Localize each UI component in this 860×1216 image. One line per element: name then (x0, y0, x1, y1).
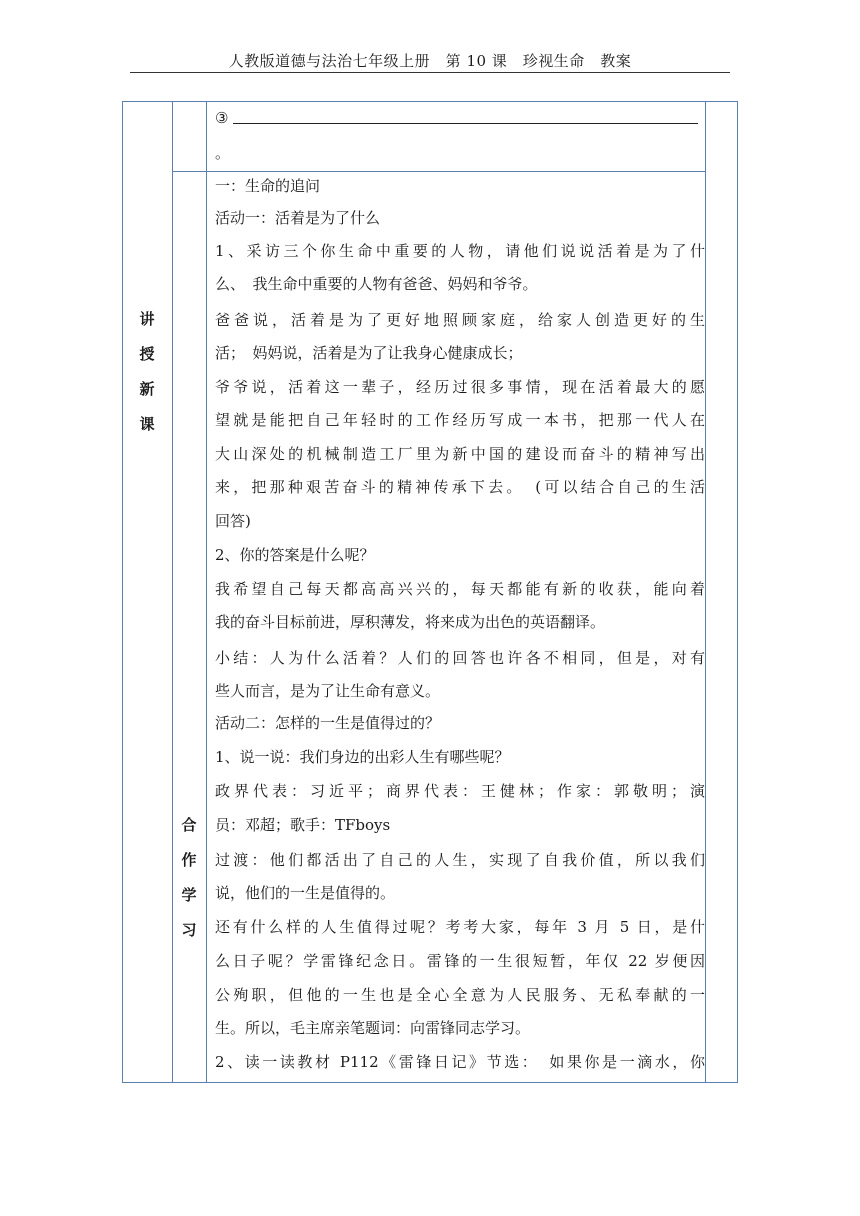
body-line: 生。所以，毛主席亲笔题词：向雷锋同志学习。 (215, 1019, 531, 1037)
body-line: 爸爸说，活着是为了更好地照顾家庭，给家人创造更好的生 (215, 311, 705, 329)
body-line: 公殉职，但他的一生也是全心全意为人民服务、无私奉献的一 (215, 986, 705, 1004)
body-line: 1、说一说：我们身边的出彩人生有哪些呢？ (215, 748, 510, 766)
body-line: 一：生命的追问 (215, 177, 321, 195)
table-border-left (122, 101, 123, 1083)
table-border-bottom (122, 1082, 738, 1083)
body-line: 员：邓超；歌手：TFboys (215, 816, 391, 834)
body-line: 大山深处的机械制造工厂里为新中国的建设而奋斗的精神写出 (215, 445, 705, 463)
section-label-char: 新 (139, 380, 155, 398)
body-line: 我希望自己每天都高高兴兴的，每天都能有新的收获，能向着 (215, 580, 705, 598)
body-line: 么日子呢？学雷锋纪念日。雷锋的一生很短暂，年仅 22 岁便因 (215, 952, 705, 970)
header-rule (130, 72, 730, 73)
section-label-char: 习 (181, 921, 197, 939)
body-line: 活动二：怎样的一生是值得过的？ (215, 714, 441, 732)
section-label-char: 作 (181, 851, 197, 869)
body-line: 么、 我生命中重要的人物有爸爸、妈妈和爷爷。 (215, 275, 538, 293)
page-header: 人教版道德与法治七年级上册 第 10 课 珍视生命 教案 (228, 52, 632, 70)
body-line: 回答) (215, 512, 251, 530)
body-line: 2、读一读教材 P112《雷锋日记》节选： 如果你是一滴水，你 (215, 1053, 705, 1071)
body-line: 来，把那种艰苦奋斗的精神传承下去。 (可以结合自己的生活 (215, 478, 705, 496)
body-line: 过渡：他们都活出了自己的人生，实现了自我价值，所以我们 (215, 851, 705, 869)
section-label-char: 学 (181, 886, 197, 904)
section-label-char: 讲 (139, 310, 155, 328)
section-label-char: 课 (139, 415, 155, 433)
section-label-char: 授 (139, 345, 155, 363)
body-line: 2、你的答案是什么呢？ (215, 546, 375, 564)
col-divider-3 (705, 101, 706, 1083)
body-line: 望就是能把自己年轻时的工作经历写成一本书，把那一代人在 (215, 411, 705, 429)
section-label-teaching (122, 302, 172, 442)
body-line: 政界代表：习近平；商界代表：王健林；作家：郭敬明；演 (215, 782, 705, 800)
col-divider-2 (206, 101, 207, 1083)
row-divider (172, 171, 706, 172)
body-line: 说，他们的一生是值得的。 (215, 884, 396, 902)
body-line: 1、采访三个你生命中重要的人物，请他们说说活着是为了什 (215, 242, 705, 260)
fill-blank-marker: ③ (215, 109, 229, 127)
section-label-char: 合 (181, 816, 197, 834)
fill-blank-line (233, 123, 698, 124)
table-border-top (122, 101, 738, 102)
body-line: 爷爷说，活着这一辈子，经历过很多事情，现在活着最大的愿 (215, 378, 705, 396)
body-line: 活； 妈妈说，活着是为了让我身心健康成长； (215, 344, 523, 362)
body-line: 我的奋斗目标前进，厚积薄发，将来成为出色的英语翻译。 (215, 613, 606, 631)
table-border-right (737, 101, 738, 1083)
section-label-cooperative (172, 808, 206, 948)
body-line: 小结：人为什么活着？人们的回答也许各不相同，但是，对有 (215, 649, 705, 667)
fill-blank-end: 。 (215, 144, 231, 162)
body-line: 还有什么样的人生值得过呢？考考大家，每年 3 月 5 日，是什 (215, 918, 705, 936)
body-line: 些人而言，是为了让生命有意义。 (215, 682, 441, 700)
body-line: 活动一：活着是为了什么 (215, 209, 381, 227)
